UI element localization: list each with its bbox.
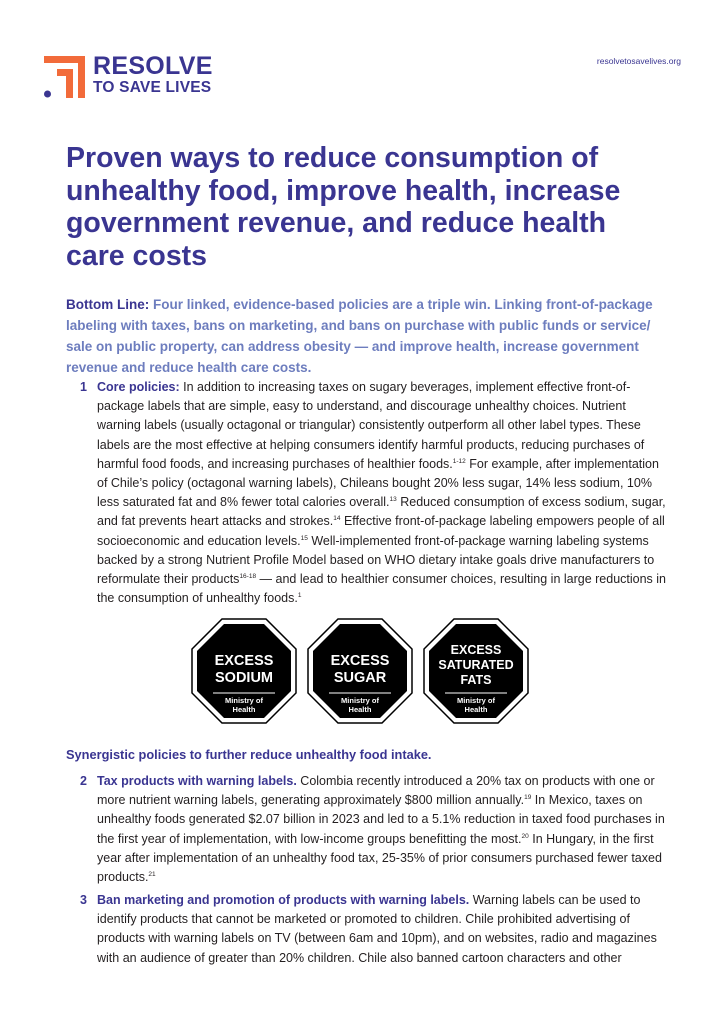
item-body (97, 891, 666, 968)
item-lead: Tax products with warning labels. (97, 774, 297, 788)
section-heading: Synergistic policies to further reduce unhealthy food intake. (66, 747, 432, 762)
item-body (97, 378, 666, 608)
page-title: Proven ways to reduce consumption of unhealthy food, improve health, increase government revenue, and reduce health care costs (66, 142, 621, 272)
item-text: Reduced consumption of excess sodium, sugar, and fat prevents heart attacks and strokes. (97, 495, 666, 529)
label-ministry: Ministry of (341, 696, 379, 705)
item-text: Effective front-of-package labeling empowers people of all socioeconomic and education levels. (97, 514, 665, 548)
item-body (97, 772, 666, 887)
item-text: — and lead to healthier consumer choices, resulting in large reductions in the consumption of unhealthy foods. (97, 572, 667, 606)
label-ministry: Ministry of (457, 696, 495, 705)
label-line2: SODIUM (215, 670, 273, 686)
citation: 16-18 (239, 573, 257, 581)
item-text: In Mexico, taxes on unhealthy foods generated $2.07 billion in 2023 and led to a 5.1% reduction in taxed food purchases in the first year of implementation, with low-income groups benefitting the most. (97, 793, 665, 846)
item-number: 3 (80, 893, 87, 907)
label-line2: SUGAR (333, 670, 387, 686)
resolve-logo-icon (42, 54, 88, 100)
site-url[interactable]: resolvetosavelives.org (596, 56, 681, 66)
item-text: In addition to increasing taxes on sugary beverages, implement effective front-of-package labels that are simple, easy to understand, and discourage unhealthy choices. Nutrient warning labels (usually octagonal or triangular) consistently outperform all other label types. These labels are the most effective at helping consumers identify harmful products, reducing purchases of harmful food foods, and increasing purchases of healthier foods. (97, 380, 645, 471)
item-number: 1 (80, 380, 87, 394)
citation: 1-12 (452, 457, 466, 465)
warning-label-sugar (307, 618, 413, 724)
brand-logo (42, 52, 213, 100)
item-text: In Hungary, in the first year after implementation of an unhealthy food tax, 25-35% of prior consumers purchased fewer taxed products. (97, 831, 662, 885)
citation: 14 (333, 515, 341, 523)
policy-item-tax (66, 772, 666, 887)
label-line1: EXCESS (450, 643, 502, 657)
item-text: For example, after implementation of Chile’s policy (octagonal warning labels), Chileans bought 20% less sugar, 14% less sodium, 10% less saturated fat and 8% fewer total calories overall. (97, 456, 659, 510)
citation: 15 (300, 534, 308, 542)
citation: 1 (297, 592, 302, 600)
item-text: Well-implemented front-of-package warning labeling systems backed by a strong Nutrient Profile Model based on WHO dietary intake goals drive manufacturers to reformulate their products (97, 533, 655, 587)
item-text: Colombia recently introduced a 20% tax on products with one or more nutrient warning labels, generating approximately $800 million annually. (97, 774, 655, 808)
item-lead: Ban marketing and promotion of products with warning labels. (97, 893, 470, 907)
item-number: 2 (80, 774, 87, 788)
citation: 13 (389, 496, 397, 504)
label-line1: EXCESS (330, 653, 390, 669)
label-ministry: Health (232, 705, 256, 714)
citation: 21 (148, 871, 156, 879)
logo-wordmark-line2: TO SAVE LIVES (93, 79, 212, 96)
label-line1: EXCESS (214, 653, 274, 669)
policy-item-core (66, 378, 666, 608)
logo-wordmark-line1: RESOLVE (93, 52, 213, 80)
warning-label-sodium (191, 618, 297, 724)
label-ministry: Health (464, 705, 488, 714)
item-text: Warning labels can be used to identify products that cannot be marketed or promoted to children. Chile prohibited advertising of products with warning labels on TV (between 6am and 10pm), and on websites, radio and magazines with an audience of greater than 20% children. Chile also banned cartoon characters and other (97, 893, 657, 965)
label-ministry: Health (348, 705, 372, 714)
bottom-line (66, 294, 666, 378)
label-line2: SATURATED (438, 658, 514, 672)
citation: 20 (521, 832, 529, 840)
citation: 19 (524, 794, 532, 802)
warning-labels (191, 618, 537, 724)
policy-item-marketing (66, 891, 666, 968)
warning-label-saturated-fats (423, 618, 529, 724)
label-line3: FATS (460, 673, 492, 687)
item-lead: Core policies: (97, 380, 180, 394)
label-ministry: Ministry of (225, 696, 263, 705)
bottom-line-label: Bottom Line: (66, 297, 150, 312)
bottom-line-text: Four linked, evidence-based policies are a triple win. Linking front-of-package labeling with taxes, bans on marketing, and bans on purchase with public funds or service/ sale on public property, can address obesity — and improve health, increase government revenue and reduce health care costs. (66, 297, 653, 375)
